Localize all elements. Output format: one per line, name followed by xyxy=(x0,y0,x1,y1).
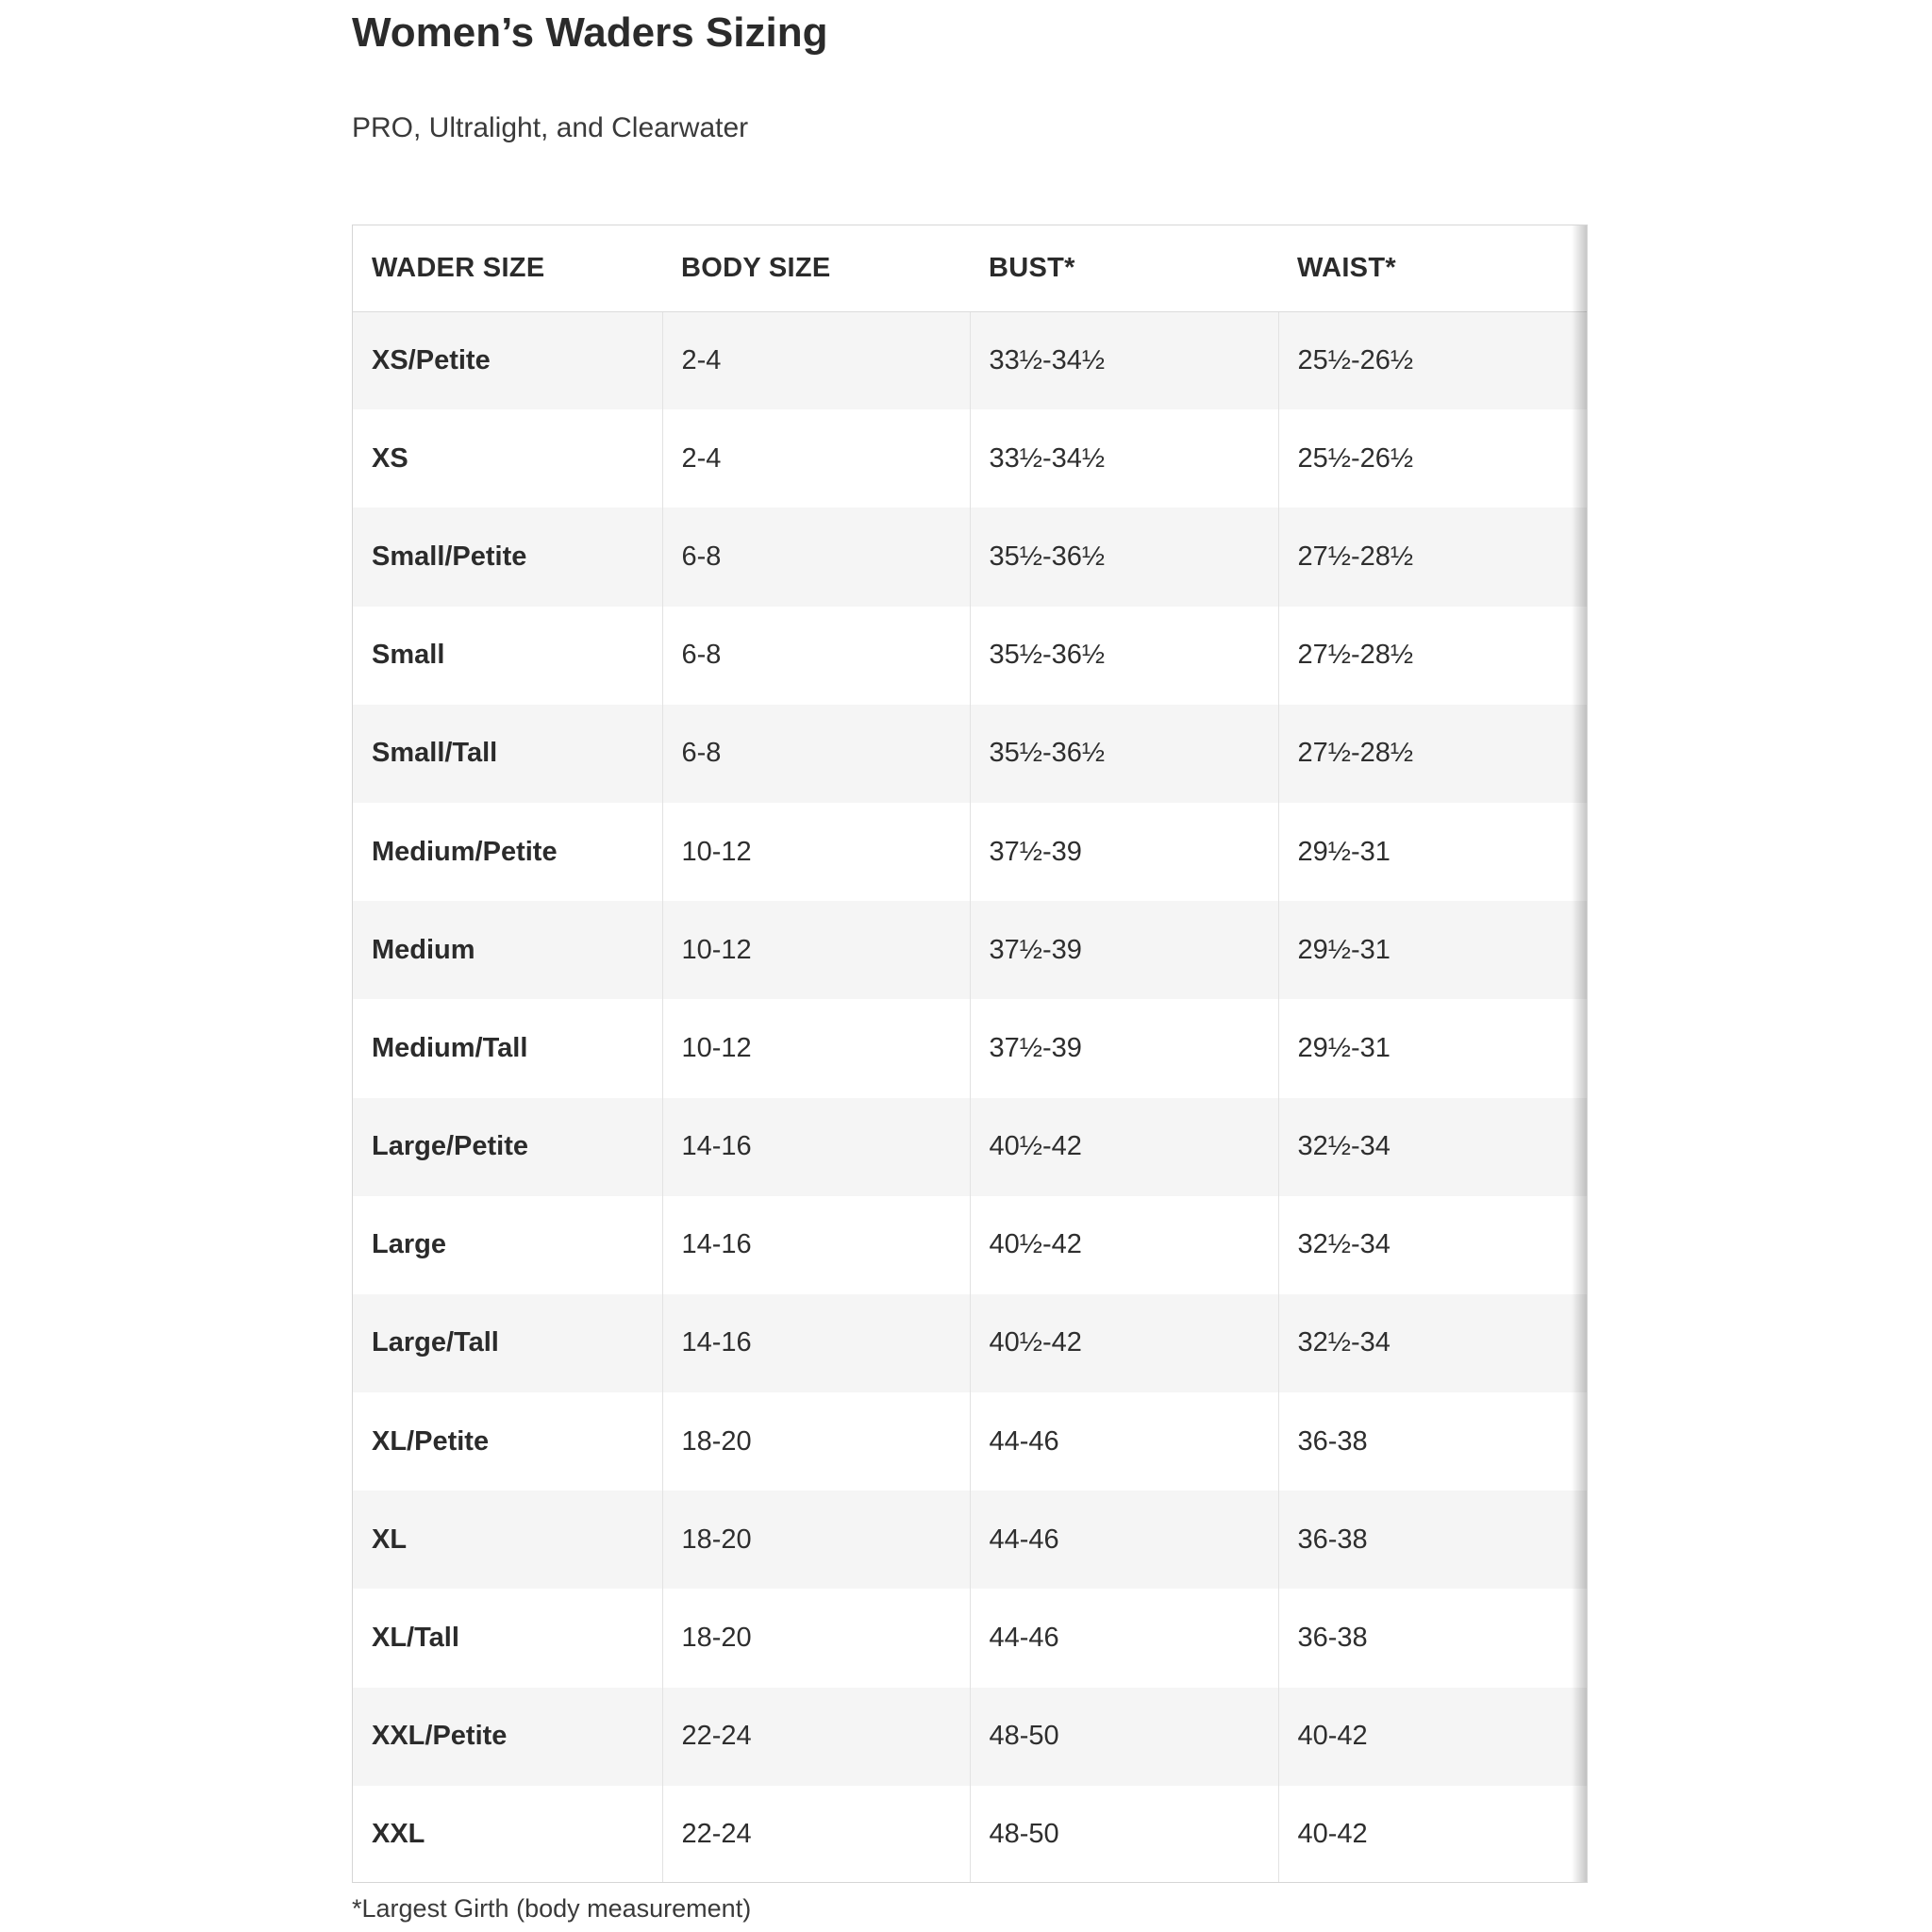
cell-bust: 40½-42 xyxy=(970,1196,1278,1294)
cell-bust: 44-46 xyxy=(970,1392,1278,1491)
table-row xyxy=(353,999,1588,1097)
cell-body-size: 10-12 xyxy=(662,803,970,901)
cell-bust: 33½-34½ xyxy=(970,311,1278,409)
table-row xyxy=(353,508,1588,606)
cell-waist: 29½-31 xyxy=(1278,803,1588,901)
cell-bust: 40½-42 xyxy=(970,1098,1278,1196)
cell-bust: 48-50 xyxy=(970,1688,1278,1786)
cell-bust: 35½-36½ xyxy=(970,705,1278,803)
cell-waist: 36-38 xyxy=(1278,1491,1588,1589)
cell-waist: 25½-26½ xyxy=(1278,311,1588,409)
cell-waist: 27½-28½ xyxy=(1278,705,1588,803)
table-body xyxy=(353,311,1588,1883)
column-header-waist: WAIST* xyxy=(1278,225,1588,311)
cell-body-size: 22-24 xyxy=(662,1688,970,1786)
column-header-wader-size: WADER SIZE xyxy=(353,225,662,311)
table-row xyxy=(353,1196,1588,1294)
table-row xyxy=(353,409,1588,508)
cell-wader-size: Large xyxy=(353,1196,662,1294)
cell-waist: 27½-28½ xyxy=(1278,607,1588,705)
cell-wader-size: XL/Tall xyxy=(353,1589,662,1687)
cell-body-size: 6-8 xyxy=(662,508,970,606)
cell-wader-size: Small/Petite xyxy=(353,508,662,606)
cell-body-size: 10-12 xyxy=(662,999,970,1097)
cell-body-size: 6-8 xyxy=(662,607,970,705)
cell-wader-size: Medium/Tall xyxy=(353,999,662,1097)
table-row xyxy=(353,803,1588,901)
cell-wader-size: Small/Tall xyxy=(353,705,662,803)
sizing-table xyxy=(353,225,1588,1883)
table-header-row xyxy=(353,225,1588,311)
table-row xyxy=(353,705,1588,803)
cell-wader-size: XXL xyxy=(353,1786,662,1883)
cell-body-size: 10-12 xyxy=(662,901,970,999)
cell-waist: 40-42 xyxy=(1278,1786,1588,1883)
cell-waist: 36-38 xyxy=(1278,1392,1588,1491)
cell-bust: 35½-36½ xyxy=(970,607,1278,705)
cell-wader-size: Large/Tall xyxy=(353,1294,662,1392)
cell-waist: 27½-28½ xyxy=(1278,508,1588,606)
table-row xyxy=(353,607,1588,705)
cell-body-size: 14-16 xyxy=(662,1196,970,1294)
cell-body-size: 18-20 xyxy=(662,1392,970,1491)
cell-bust: 44-46 xyxy=(970,1491,1278,1589)
cell-wader-size: Medium/Petite xyxy=(353,803,662,901)
column-header-bust: BUST* xyxy=(970,225,1278,311)
cell-bust: 44-46 xyxy=(970,1589,1278,1687)
table-row xyxy=(353,901,1588,999)
cell-wader-size: Large/Petite xyxy=(353,1098,662,1196)
table-row xyxy=(353,1589,1588,1687)
cell-wader-size: Small xyxy=(353,607,662,705)
cell-bust: 35½-36½ xyxy=(970,508,1278,606)
table-row xyxy=(353,1688,1588,1786)
cell-bust: 37½-39 xyxy=(970,901,1278,999)
cell-bust: 48-50 xyxy=(970,1786,1278,1883)
cell-waist: 32½-34 xyxy=(1278,1294,1588,1392)
cell-wader-size: XL/Petite xyxy=(353,1392,662,1491)
cell-wader-size: XXL/Petite xyxy=(353,1688,662,1786)
cell-waist: 29½-31 xyxy=(1278,999,1588,1097)
cell-body-size: 14-16 xyxy=(662,1294,970,1392)
cell-waist: 40-42 xyxy=(1278,1688,1588,1786)
table-row xyxy=(353,1491,1588,1589)
sizing-table-container[interactable] xyxy=(352,225,1588,1883)
column-header-body-size: BODY SIZE xyxy=(662,225,970,311)
cell-wader-size: XS xyxy=(353,409,662,508)
cell-body-size: 18-20 xyxy=(662,1491,970,1589)
cell-body-size: 2-4 xyxy=(662,311,970,409)
cell-bust: 37½-39 xyxy=(970,803,1278,901)
table-row xyxy=(353,311,1588,409)
cell-waist: 32½-34 xyxy=(1278,1196,1588,1294)
cell-waist: 32½-34 xyxy=(1278,1098,1588,1196)
table-header xyxy=(353,225,1588,311)
cell-waist: 29½-31 xyxy=(1278,901,1588,999)
cell-bust: 40½-42 xyxy=(970,1294,1278,1392)
footnote: *Largest Girth (body measurement) xyxy=(352,1894,752,1923)
cell-waist: 25½-26½ xyxy=(1278,409,1588,508)
page-subtitle: PRO, Ultralight, and Clearwater xyxy=(352,112,749,143)
cell-wader-size: XS/Petite xyxy=(353,311,662,409)
cell-body-size: 14-16 xyxy=(662,1098,970,1196)
cell-body-size: 2-4 xyxy=(662,409,970,508)
cell-bust: 33½-34½ xyxy=(970,409,1278,508)
cell-wader-size: XL xyxy=(353,1491,662,1589)
cell-wader-size: Medium xyxy=(353,901,662,999)
cell-bust: 37½-39 xyxy=(970,999,1278,1097)
table-row xyxy=(353,1098,1588,1196)
cell-body-size: 6-8 xyxy=(662,705,970,803)
cell-waist: 36-38 xyxy=(1278,1589,1588,1687)
cell-body-size: 18-20 xyxy=(662,1589,970,1687)
table-row xyxy=(353,1392,1588,1491)
table-row xyxy=(353,1294,1588,1392)
page-title: Women’s Waders Sizing xyxy=(352,9,828,56)
table-row xyxy=(353,1786,1588,1883)
cell-body-size: 22-24 xyxy=(662,1786,970,1883)
